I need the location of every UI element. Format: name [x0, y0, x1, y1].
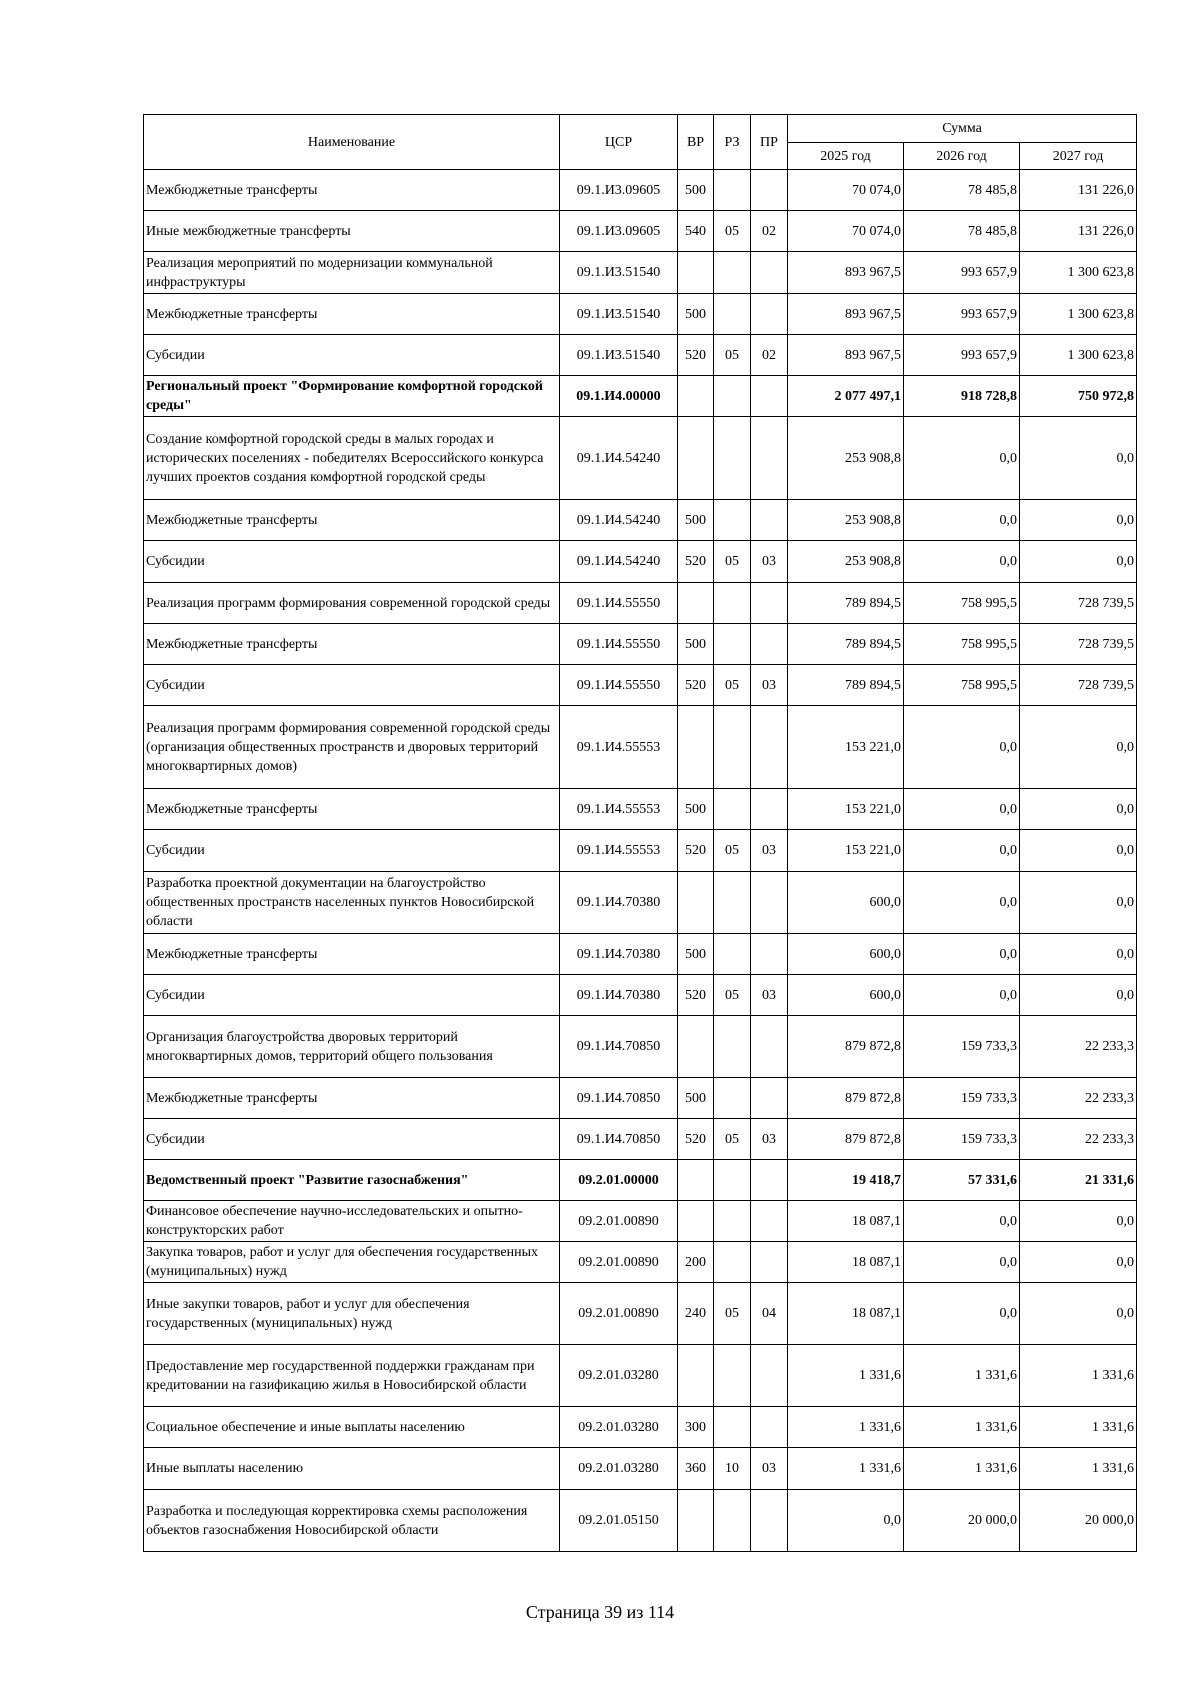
row-sum-2027: 22 233,3 — [1020, 1016, 1137, 1078]
row-sum-2027: 0,0 — [1020, 1242, 1137, 1283]
row-csr: 09.1.И3.09605 — [560, 211, 678, 252]
row-pr — [751, 1160, 788, 1201]
row-sum-2026: 1 331,6 — [904, 1345, 1020, 1407]
row-sum-2026: 159 733,3 — [904, 1119, 1020, 1160]
row-pr — [751, 252, 788, 294]
row-vr — [678, 706, 714, 789]
table-row — [144, 1119, 1137, 1160]
row-rz — [714, 170, 751, 211]
row-sum-2025: 153 221,0 — [788, 789, 904, 830]
table-row — [144, 830, 1137, 872]
row-sum-2027: 22 233,3 — [1020, 1119, 1137, 1160]
row-name: Межбюджетные трансферты — [144, 170, 560, 211]
row-sum-2026: 0,0 — [904, 417, 1020, 500]
table-row — [144, 665, 1137, 706]
row-name: Субсидии — [144, 975, 560, 1016]
row-sum-2025: 18 087,1 — [788, 1283, 904, 1345]
table-row — [144, 1078, 1137, 1119]
row-csr: 09.1.И4.55553 — [560, 789, 678, 830]
row-rz — [714, 1242, 751, 1283]
row-vr — [678, 1490, 714, 1552]
row-csr: 09.2.01.03280 — [560, 1345, 678, 1407]
row-sum-2026: 918 728,8 — [904, 376, 1020, 417]
row-sum-2026: 78 485,8 — [904, 170, 1020, 211]
header-year-2027: 2027 год — [1020, 143, 1137, 170]
row-sum-2025: 600,0 — [788, 934, 904, 975]
table-row — [144, 1201, 1137, 1242]
row-rz: 05 — [714, 541, 751, 583]
row-sum-2025: 879 872,8 — [788, 1016, 904, 1078]
row-csr: 09.2.01.00890 — [560, 1242, 678, 1283]
row-rz — [714, 252, 751, 294]
table-row — [144, 1407, 1137, 1448]
row-vr: 540 — [678, 211, 714, 252]
row-vr: 520 — [678, 665, 714, 706]
row-name: Реализация программ формирования современной городской среды — [144, 583, 560, 624]
row-vr — [678, 872, 714, 934]
row-sum-2027: 0,0 — [1020, 830, 1137, 872]
row-name: Создание комфортной городской среды в малых городах и исторических поселениях - победителях Всероссийского конкурса лучших проектов создания комфортной городской среды — [144, 417, 560, 500]
row-sum-2026: 20 000,0 — [904, 1490, 1020, 1552]
row-pr — [751, 170, 788, 211]
row-sum-2027: 1 300 623,8 — [1020, 252, 1137, 294]
table-row — [144, 1016, 1137, 1078]
row-name: Разработка и последующая корректировка схемы расположения объектов газоснабжения Новосибирской области — [144, 1490, 560, 1552]
row-name: Иные межбюджетные трансферты — [144, 211, 560, 252]
row-name: Межбюджетные трансферты — [144, 934, 560, 975]
page-number: Страница 39 из 114 — [525, 1602, 675, 1622]
row-pr — [751, 872, 788, 934]
header-year-2025: 2025 год — [788, 143, 904, 170]
row-vr: 520 — [678, 975, 714, 1016]
row-vr — [678, 252, 714, 294]
row-vr: 520 — [678, 335, 714, 376]
row-rz — [714, 1407, 751, 1448]
row-csr: 09.1.И4.70850 — [560, 1016, 678, 1078]
header-pr: ПР — [751, 115, 788, 170]
row-sum-2025: 789 894,5 — [788, 583, 904, 624]
row-vr — [678, 1016, 714, 1078]
row-rz: 05 — [714, 1283, 751, 1345]
row-sum-2025: 18 087,1 — [788, 1201, 904, 1242]
row-sum-2025: 153 221,0 — [788, 706, 904, 789]
row-vr — [678, 417, 714, 500]
row-rz: 05 — [714, 1119, 751, 1160]
row-rz: 05 — [714, 830, 751, 872]
row-pr: 04 — [751, 1283, 788, 1345]
table-row — [144, 934, 1137, 975]
header-vr: ВР — [678, 115, 714, 170]
row-sum-2025: 600,0 — [788, 975, 904, 1016]
row-name: Закупка товаров, работ и услуг для обеспечения государственных (муниципальных) нужд — [144, 1242, 560, 1283]
table-row — [144, 417, 1137, 500]
row-pr: 03 — [751, 1448, 788, 1490]
row-sum-2026: 0,0 — [904, 706, 1020, 789]
row-pr — [751, 1407, 788, 1448]
row-sum-2026: 0,0 — [904, 934, 1020, 975]
table-row — [144, 170, 1137, 211]
row-pr — [751, 789, 788, 830]
row-rz — [714, 1345, 751, 1407]
row-sum-2025: 253 908,8 — [788, 500, 904, 541]
row-sum-2025: 893 967,5 — [788, 252, 904, 294]
row-sum-2027: 0,0 — [1020, 500, 1137, 541]
row-rz — [714, 1201, 751, 1242]
table-row — [144, 583, 1137, 624]
row-vr: 300 — [678, 1407, 714, 1448]
table-row — [144, 975, 1137, 1016]
row-sum-2026: 0,0 — [904, 975, 1020, 1016]
row-csr: 09.2.01.00000 — [560, 1160, 678, 1201]
row-rz: 05 — [714, 665, 751, 706]
row-vr: 360 — [678, 1448, 714, 1490]
row-name: Иные закупки товаров, работ и услуг для обеспечения государственных (муниципальных) нужд — [144, 1283, 560, 1345]
row-name: Предоставление мер государственной поддержки гражданам при кредитовании на газификацию жилья в Новосибирской области — [144, 1345, 560, 1407]
row-sum-2025: 1 331,6 — [788, 1448, 904, 1490]
row-rz — [714, 1016, 751, 1078]
row-sum-2026: 159 733,3 — [904, 1016, 1020, 1078]
row-pr: 02 — [751, 335, 788, 376]
row-sum-2026: 0,0 — [904, 789, 1020, 830]
row-vr: 500 — [678, 170, 714, 211]
row-sum-2025: 19 418,7 — [788, 1160, 904, 1201]
row-csr: 09.1.И4.55550 — [560, 665, 678, 706]
row-sum-2026: 0,0 — [904, 830, 1020, 872]
row-csr: 09.1.И3.51540 — [560, 252, 678, 294]
row-csr: 09.1.И4.70380 — [560, 872, 678, 934]
row-pr: 02 — [751, 211, 788, 252]
table-row — [144, 872, 1137, 934]
row-sum-2026: 1 331,6 — [904, 1407, 1020, 1448]
row-vr: 500 — [678, 934, 714, 975]
row-sum-2025: 893 967,5 — [788, 294, 904, 335]
row-sum-2026: 0,0 — [904, 1242, 1020, 1283]
row-csr: 09.1.И3.51540 — [560, 294, 678, 335]
row-sum-2027: 750 972,8 — [1020, 376, 1137, 417]
row-sum-2026: 0,0 — [904, 500, 1020, 541]
row-pr — [751, 706, 788, 789]
row-pr: 03 — [751, 665, 788, 706]
table-row — [144, 1283, 1137, 1345]
table-row — [144, 1490, 1137, 1552]
row-name: Субсидии — [144, 335, 560, 376]
table-row — [144, 1448, 1137, 1490]
table-row — [144, 335, 1137, 376]
table-row — [144, 541, 1137, 583]
header-year-2026: 2026 год — [904, 143, 1020, 170]
table-row — [144, 294, 1137, 335]
table-row — [144, 500, 1137, 541]
row-rz: 10 — [714, 1448, 751, 1490]
row-vr: 500 — [678, 624, 714, 665]
row-sum-2026: 78 485,8 — [904, 211, 1020, 252]
row-sum-2027: 1 300 623,8 — [1020, 335, 1137, 376]
table-row — [144, 211, 1137, 252]
row-sum-2027: 131 226,0 — [1020, 170, 1137, 211]
row-sum-2026: 993 657,9 — [904, 252, 1020, 294]
row-sum-2027: 20 000,0 — [1020, 1490, 1137, 1552]
row-sum-2025: 879 872,8 — [788, 1119, 904, 1160]
row-sum-2027: 1 331,6 — [1020, 1407, 1137, 1448]
row-sum-2026: 993 657,9 — [904, 294, 1020, 335]
table-row — [144, 1160, 1137, 1201]
row-sum-2027: 0,0 — [1020, 975, 1137, 1016]
row-sum-2025: 893 967,5 — [788, 335, 904, 376]
row-sum-2025: 789 894,5 — [788, 624, 904, 665]
row-sum-2027: 22 233,3 — [1020, 1078, 1137, 1119]
row-sum-2025: 18 087,1 — [788, 1242, 904, 1283]
row-sum-2027: 728 739,5 — [1020, 665, 1137, 706]
row-sum-2027: 1 331,6 — [1020, 1448, 1137, 1490]
row-rz — [714, 417, 751, 500]
table-row — [144, 706, 1137, 789]
row-name: Региональный проект "Формирование комфортной городской среды" — [144, 376, 560, 417]
row-pr — [751, 294, 788, 335]
row-sum-2025: 1 331,6 — [788, 1345, 904, 1407]
header-rz: РЗ — [714, 115, 751, 170]
row-name: Межбюджетные трансферты — [144, 789, 560, 830]
row-name: Межбюджетные трансферты — [144, 624, 560, 665]
row-vr — [678, 583, 714, 624]
row-csr: 09.1.И4.55550 — [560, 583, 678, 624]
row-csr: 09.1.И3.09605 — [560, 170, 678, 211]
table-header — [144, 115, 1137, 170]
row-sum-2025: 789 894,5 — [788, 665, 904, 706]
row-csr: 09.1.И4.55553 — [560, 706, 678, 789]
row-vr: 240 — [678, 1283, 714, 1345]
row-name: Межбюджетные трансферты — [144, 294, 560, 335]
row-csr: 09.1.И4.70850 — [560, 1078, 678, 1119]
row-rz — [714, 706, 751, 789]
row-name: Субсидии — [144, 830, 560, 872]
row-rz — [714, 1078, 751, 1119]
row-pr — [751, 583, 788, 624]
row-sum-2026: 159 733,3 — [904, 1078, 1020, 1119]
row-rz: 05 — [714, 211, 751, 252]
row-sum-2025: 70 074,0 — [788, 170, 904, 211]
row-name: Разработка проектной документации на благоустройство общественных пространств населенных пунктов Новосибирской области — [144, 872, 560, 934]
row-pr: 03 — [751, 830, 788, 872]
row-csr: 09.1.И4.54240 — [560, 417, 678, 500]
row-csr: 09.2.01.00890 — [560, 1283, 678, 1345]
table-row — [144, 252, 1137, 294]
row-sum-2025: 2 077 497,1 — [788, 376, 904, 417]
row-csr: 09.2.01.05150 — [560, 1490, 678, 1552]
table-body — [144, 170, 1137, 1552]
row-name: Межбюджетные трансферты — [144, 500, 560, 541]
row-rz — [714, 500, 751, 541]
row-sum-2027: 131 226,0 — [1020, 211, 1137, 252]
row-vr — [678, 1201, 714, 1242]
row-vr: 500 — [678, 294, 714, 335]
row-pr — [751, 1016, 788, 1078]
row-csr: 09.1.И4.55550 — [560, 624, 678, 665]
row-pr — [751, 1345, 788, 1407]
row-name: Субсидии — [144, 541, 560, 583]
row-sum-2027: 0,0 — [1020, 934, 1137, 975]
row-name: Ведомственный проект "Развитие газоснабжения" — [144, 1160, 560, 1201]
row-sum-2025: 0,0 — [788, 1490, 904, 1552]
row-name: Социальное обеспечение и иные выплаты населению — [144, 1407, 560, 1448]
row-sum-2027: 21 331,6 — [1020, 1160, 1137, 1201]
row-pr: 03 — [751, 975, 788, 1016]
row-csr: 09.1.И4.54240 — [560, 541, 678, 583]
row-name: Реализация мероприятий по модернизации коммунальной инфраструктуры — [144, 252, 560, 294]
row-sum-2026: 0,0 — [904, 541, 1020, 583]
row-rz — [714, 1490, 751, 1552]
row-pr — [751, 500, 788, 541]
row-rz — [714, 376, 751, 417]
row-name: Субсидии — [144, 1119, 560, 1160]
row-pr — [751, 1490, 788, 1552]
row-sum-2026: 57 331,6 — [904, 1160, 1020, 1201]
header-sum: Сумма — [788, 115, 1137, 143]
row-csr: 09.1.И4.70380 — [560, 934, 678, 975]
row-name: Иные выплаты населению — [144, 1448, 560, 1490]
row-sum-2026: 758 995,5 — [904, 665, 1020, 706]
row-csr: 09.1.И3.51540 — [560, 335, 678, 376]
header-name: Наименование — [144, 115, 560, 170]
row-pr: 03 — [751, 541, 788, 583]
row-rz — [714, 583, 751, 624]
row-sum-2026: 0,0 — [904, 1201, 1020, 1242]
row-sum-2026: 758 995,5 — [904, 583, 1020, 624]
row-csr: 09.1.И4.00000 — [560, 376, 678, 417]
row-sum-2025: 70 074,0 — [788, 211, 904, 252]
row-pr — [751, 417, 788, 500]
table-row — [144, 376, 1137, 417]
row-sum-2027: 1 300 623,8 — [1020, 294, 1137, 335]
row-rz — [714, 1160, 751, 1201]
row-name: Финансовое обеспечение научно-исследовательских и опытно-конструкторских работ — [144, 1201, 560, 1242]
row-csr: 09.1.И4.70850 — [560, 1119, 678, 1160]
row-sum-2027: 0,0 — [1020, 789, 1137, 830]
row-vr — [678, 376, 714, 417]
row-name: Субсидии — [144, 665, 560, 706]
row-sum-2026: 1 331,6 — [904, 1448, 1020, 1490]
row-name: Организация благоустройства дворовых территорий многоквартирных домов, территорий общего пользования — [144, 1016, 560, 1078]
row-rz — [714, 294, 751, 335]
row-pr — [751, 1078, 788, 1119]
row-rz: 05 — [714, 975, 751, 1016]
row-sum-2027: 0,0 — [1020, 706, 1137, 789]
row-sum-2025: 1 331,6 — [788, 1407, 904, 1448]
row-sum-2027: 0,0 — [1020, 417, 1137, 500]
row-vr: 500 — [678, 789, 714, 830]
row-csr: 09.2.01.03280 — [560, 1407, 678, 1448]
row-rz: 05 — [714, 335, 751, 376]
row-sum-2025: 879 872,8 — [788, 1078, 904, 1119]
row-sum-2027: 1 331,6 — [1020, 1345, 1137, 1407]
row-sum-2026: 993 657,9 — [904, 335, 1020, 376]
row-sum-2026: 0,0 — [904, 1283, 1020, 1345]
row-name: Межбюджетные трансферты — [144, 1078, 560, 1119]
row-sum-2026: 0,0 — [904, 872, 1020, 934]
row-rz — [714, 872, 751, 934]
header-csr: ЦСР — [560, 115, 678, 170]
row-csr: 09.1.И4.70380 — [560, 975, 678, 1016]
row-pr — [751, 934, 788, 975]
row-sum-2025: 253 908,8 — [788, 417, 904, 500]
row-sum-2027: 0,0 — [1020, 872, 1137, 934]
row-vr — [678, 1345, 714, 1407]
row-rz — [714, 934, 751, 975]
table-row — [144, 1242, 1137, 1283]
row-sum-2027: 0,0 — [1020, 1201, 1137, 1242]
row-vr: 500 — [678, 1078, 714, 1119]
row-vr: 520 — [678, 1119, 714, 1160]
row-sum-2025: 153 221,0 — [788, 830, 904, 872]
row-sum-2027: 728 739,5 — [1020, 624, 1137, 665]
table-row — [144, 789, 1137, 830]
row-vr: 200 — [678, 1242, 714, 1283]
budget-table — [143, 114, 1137, 1552]
row-sum-2026: 758 995,5 — [904, 624, 1020, 665]
row-sum-2027: 0,0 — [1020, 541, 1137, 583]
row-vr: 520 — [678, 830, 714, 872]
row-vr: 500 — [678, 500, 714, 541]
row-sum-2025: 600,0 — [788, 872, 904, 934]
row-sum-2027: 728 739,5 — [1020, 583, 1137, 624]
row-pr — [751, 1242, 788, 1283]
row-csr: 09.1.И4.55553 — [560, 830, 678, 872]
row-pr — [751, 624, 788, 665]
row-rz — [714, 789, 751, 830]
row-sum-2025: 253 908,8 — [788, 541, 904, 583]
row-name: Реализация программ формирования современной городской среды (организация общественных пространств и дворовых территорий многоквартирных домов) — [144, 706, 560, 789]
row-csr: 09.2.01.00890 — [560, 1201, 678, 1242]
row-pr — [751, 376, 788, 417]
row-csr: 09.2.01.03280 — [560, 1448, 678, 1490]
row-rz — [714, 624, 751, 665]
table-row — [144, 1345, 1137, 1407]
row-pr: 03 — [751, 1119, 788, 1160]
row-sum-2027: 0,0 — [1020, 1283, 1137, 1345]
row-vr — [678, 1160, 714, 1201]
row-pr — [751, 1201, 788, 1242]
row-csr: 09.1.И4.54240 — [560, 500, 678, 541]
row-vr: 520 — [678, 541, 714, 583]
table-row — [144, 624, 1137, 665]
